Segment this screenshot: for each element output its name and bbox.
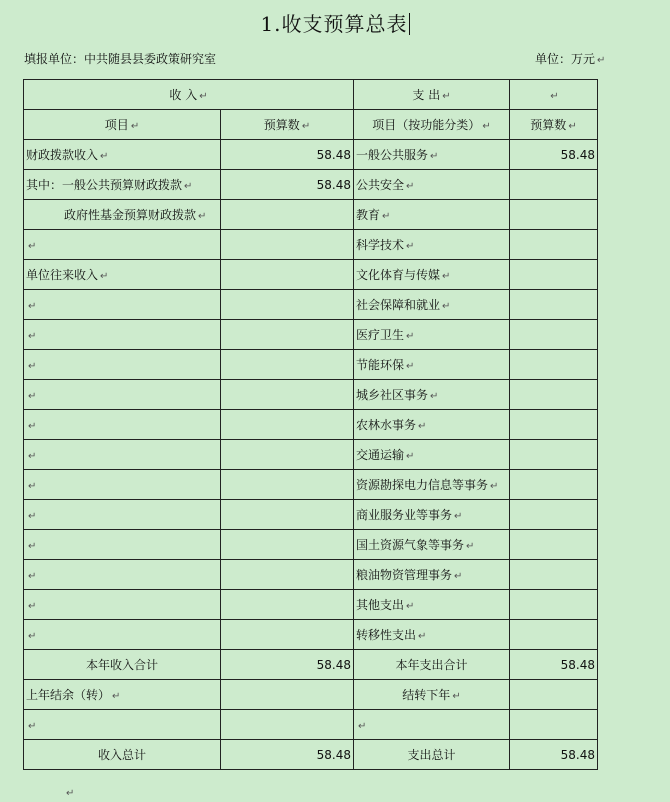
table-row bbox=[24, 560, 598, 590]
expense-budget bbox=[510, 260, 598, 290]
expense-item: 商业服务业等事务 ↵ bbox=[354, 500, 510, 530]
expense-budget bbox=[510, 500, 598, 530]
table-row bbox=[24, 290, 598, 320]
table-row bbox=[24, 380, 598, 410]
income-item: ↵ bbox=[24, 230, 221, 260]
col-item-func: 项目（按功能分类） ↵ bbox=[354, 110, 510, 140]
income-header: 收 入 ↵ bbox=[24, 80, 354, 110]
carry-in-label: 上年结余（转） ↵ bbox=[24, 680, 221, 710]
expense-item: 医疗卫生 ↵ bbox=[354, 320, 510, 350]
expense-budget bbox=[510, 440, 598, 470]
income-item: ↵ bbox=[24, 350, 221, 380]
reporting-unit: 填报单位：中共随县县委政策研究室 bbox=[24, 52, 217, 66]
table-row bbox=[24, 470, 598, 500]
expense-budget bbox=[510, 620, 598, 650]
table-row bbox=[24, 620, 598, 650]
table-row bbox=[24, 170, 598, 200]
expense-item: 交通运输 ↵ bbox=[354, 440, 510, 470]
expense-item: 节能环保 ↵ bbox=[354, 350, 510, 380]
paragraph-mark: ↵ bbox=[66, 788, 75, 799]
expense-item: 公共安全 ↵ bbox=[354, 170, 510, 200]
year-expense-label: 本年支出合计 bbox=[354, 650, 510, 680]
income-budget bbox=[221, 470, 354, 500]
expense-item: 农林水事务 ↵ bbox=[354, 410, 510, 440]
carry-row bbox=[24, 680, 598, 710]
grand-total-row bbox=[24, 740, 598, 770]
col-item: 项目 ↵ bbox=[24, 110, 221, 140]
income-item: 财政拨款收入 ↵ bbox=[24, 140, 221, 170]
income-item: 政府性基金预算财政拨款 ↵ bbox=[24, 200, 221, 230]
year-expense-value: 58.48 bbox=[510, 650, 598, 680]
blank-cell: ↵ bbox=[354, 710, 510, 740]
income-budget bbox=[221, 560, 354, 590]
income-budget bbox=[221, 200, 354, 230]
income-budget: 58.48 bbox=[221, 140, 354, 170]
income-item: ↵ bbox=[24, 620, 221, 650]
expense-budget bbox=[510, 290, 598, 320]
income-item: ↵ bbox=[24, 440, 221, 470]
expense-budget bbox=[510, 380, 598, 410]
table-row bbox=[24, 410, 598, 440]
table-row bbox=[24, 260, 598, 290]
carry-in-value bbox=[221, 680, 354, 710]
blank-cell: ↵ bbox=[24, 710, 221, 740]
income-item: ↵ bbox=[24, 500, 221, 530]
col-budget: 预算数 ↵ bbox=[221, 110, 354, 140]
expense-item: 科学技术 ↵ bbox=[354, 230, 510, 260]
expense-header-blank: ↵ bbox=[510, 80, 598, 110]
income-budget bbox=[221, 530, 354, 560]
expense-budget bbox=[510, 350, 598, 380]
table-row bbox=[24, 500, 598, 530]
expense-budget bbox=[510, 200, 598, 230]
income-item: ↵ bbox=[24, 410, 221, 440]
table-row bbox=[24, 140, 598, 170]
income-budget bbox=[221, 380, 354, 410]
table-row bbox=[24, 350, 598, 380]
table-row bbox=[24, 230, 598, 260]
income-budget bbox=[221, 440, 354, 470]
income-item: ↵ bbox=[24, 530, 221, 560]
expense-budget bbox=[510, 530, 598, 560]
expense-total-value: 58.48 bbox=[510, 740, 598, 770]
income-budget bbox=[221, 290, 354, 320]
budget-summary-table bbox=[23, 79, 598, 770]
income-budget bbox=[221, 410, 354, 440]
table-row bbox=[24, 440, 598, 470]
blank-cell bbox=[221, 710, 354, 740]
expense-item: 社会保障和就业 ↵ bbox=[354, 290, 510, 320]
expense-item: 一般公共服务 ↵ bbox=[354, 140, 510, 170]
income-budget bbox=[221, 320, 354, 350]
table-row bbox=[24, 590, 598, 620]
year-income-value: 58.48 bbox=[221, 650, 354, 680]
income-budget bbox=[221, 500, 354, 530]
income-item: ↵ bbox=[24, 590, 221, 620]
expense-item: 粮油物资管理事务 ↵ bbox=[354, 560, 510, 590]
expense-budget bbox=[510, 170, 598, 200]
income-item: ↵ bbox=[24, 560, 221, 590]
expense-item: 国土资源气象等事务 ↵ bbox=[354, 530, 510, 560]
blank-cell bbox=[510, 710, 598, 740]
year-income-label: 本年收入合计 bbox=[24, 650, 221, 680]
carry-out-value bbox=[510, 680, 598, 710]
income-item: ↵ bbox=[24, 380, 221, 410]
expense-budget bbox=[510, 410, 598, 440]
expense-budget: 58.48 bbox=[510, 140, 598, 170]
table-row bbox=[24, 320, 598, 350]
income-budget bbox=[221, 590, 354, 620]
carry-out-label: 结转下年 ↵ bbox=[354, 680, 510, 710]
income-budget: 58.48 bbox=[221, 170, 354, 200]
text-cursor bbox=[409, 13, 410, 35]
expense-budget bbox=[510, 560, 598, 590]
expense-item: 其他支出 ↵ bbox=[354, 590, 510, 620]
income-item: ↵ bbox=[24, 320, 221, 350]
header-row-columns bbox=[24, 110, 598, 140]
expense-item: 资源勘探电力信息等事务 ↵ bbox=[354, 470, 510, 500]
income-total-value: 58.48 bbox=[221, 740, 354, 770]
income-budget bbox=[221, 260, 354, 290]
blank-row bbox=[24, 710, 598, 740]
expense-budget bbox=[510, 470, 598, 500]
income-budget bbox=[221, 350, 354, 380]
currency-unit: 单位：万元 ↵ bbox=[535, 52, 606, 66]
page-title: 1.收支预算总表 bbox=[260, 12, 408, 36]
expense-total-label: 支出总计 bbox=[354, 740, 510, 770]
header-row-group bbox=[24, 80, 598, 110]
year-total-row bbox=[24, 650, 598, 680]
expense-budget bbox=[510, 590, 598, 620]
income-item: 单位往来收入 ↵ bbox=[24, 260, 221, 290]
expense-item: 教育 ↵ bbox=[354, 200, 510, 230]
table-row bbox=[24, 200, 598, 230]
expense-item: 文化体育与传媒 ↵ bbox=[354, 260, 510, 290]
expense-budget bbox=[510, 320, 598, 350]
expense-header: 支 出 ↵ bbox=[354, 80, 510, 110]
income-item: ↵ bbox=[24, 470, 221, 500]
col-budget-2: 预算数 ↵ bbox=[510, 110, 598, 140]
expense-item: 城乡社区事务 ↵ bbox=[354, 380, 510, 410]
income-total-label: 收入总计 bbox=[24, 740, 221, 770]
income-item: 其中：一般公共预算财政拨款 ↵ bbox=[24, 170, 221, 200]
income-budget bbox=[221, 620, 354, 650]
income-item: ↵ bbox=[24, 290, 221, 320]
income-budget bbox=[221, 230, 354, 260]
expense-budget bbox=[510, 230, 598, 260]
table-row bbox=[24, 530, 598, 560]
expense-item: 转移性支出 ↵ bbox=[354, 620, 510, 650]
